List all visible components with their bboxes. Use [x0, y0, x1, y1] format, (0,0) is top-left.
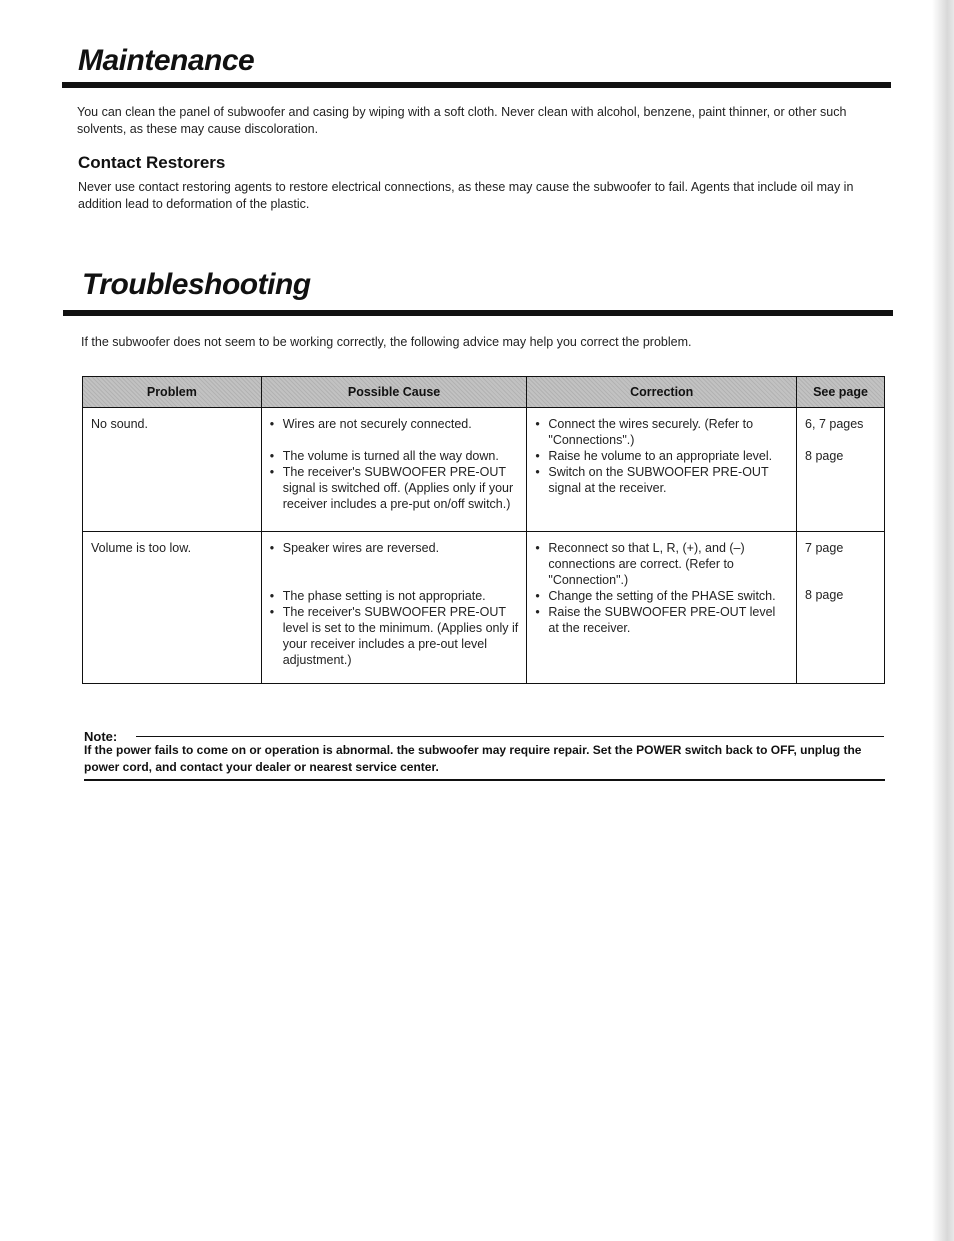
- troubleshooting-title: Troubleshooting: [82, 268, 311, 301]
- problem-cell: [83, 408, 262, 532]
- troubleshooting-rule: [63, 310, 893, 316]
- maintenance-rule: [62, 82, 891, 88]
- correction-item: • Raise he volume to an appropriate level.: [535, 448, 788, 464]
- correction-item: • Switch on the SUBWOOFER PRE-OUT signal at the receiver.: [535, 464, 788, 496]
- note-rule-bottom: [84, 779, 885, 781]
- table-row: [83, 408, 885, 532]
- header-possible-cause: Possible Cause: [261, 377, 527, 408]
- page-ref: 6, 7 pages: [805, 417, 864, 431]
- cause-item: • The receiver's SUBWOOFER PRE-OUT signal is switched off. (Applies only if your receiver includes a pre-put on/off switch.): [270, 464, 519, 512]
- table-header-row: [83, 377, 885, 408]
- troubleshooting-intro: If the subwoofer does not seem to be working correctly, the following advice may help you correct the problem.: [81, 335, 692, 349]
- contact-restorers-heading: Contact Restorers: [78, 153, 226, 172]
- contact-restorers-body: Never use contact restoring agents to restore electrical connections, as these may cause the subwoofer to fail. Agents that include oil may in addition lead to deformation of the plastic.: [78, 180, 854, 211]
- correction-cell: [527, 408, 797, 532]
- see-page-cell: [797, 408, 885, 532]
- correction-cell: [527, 532, 797, 684]
- maintenance-body: You can clean the panel of subwoofer and casing by wiping with a soft cloth. Never clean with alcohol, benzene, paint thinner, or other such solvents, as these may cause discoloration.: [77, 105, 847, 136]
- correction-item: • Change the setting of the PHASE switch.: [535, 588, 788, 604]
- correction-item: • Raise the SUBWOOFER PRE-OUT level at the receiver.: [535, 604, 788, 636]
- page-ref: 8 page: [805, 588, 844, 602]
- cause-item: • The receiver's SUBWOOFER PRE-OUT level is set to the minimum. (Applies only if your receiver includes a pre-out level adjustment.): [270, 604, 519, 668]
- page-ref: 7 page: [805, 541, 844, 555]
- header-problem: Problem: [83, 377, 262, 408]
- note-text: If the power fails to come on or operation is abnormal. the subwoofer may require repair. Set the POWER switch back to OFF, unplug the power cord, and contact your dealer or nearest service center.: [84, 743, 862, 774]
- maintenance-title: Maintenance: [78, 44, 255, 77]
- correction-item: • Reconnect so that L, R, (+), and (–) connections are correct. (Refer to "Connection".): [535, 540, 788, 588]
- header-see-page: See page: [797, 377, 885, 408]
- cause-cell: [261, 408, 527, 532]
- cause-cell: [261, 532, 527, 684]
- note-rule-top: [136, 736, 884, 737]
- table-row: [83, 532, 885, 684]
- cause-item: • Wires are not securely connected.: [270, 416, 519, 432]
- see-page-cell: [797, 532, 885, 684]
- problem-text: No sound.: [91, 417, 148, 431]
- scan-edge-shadow: [932, 0, 954, 1241]
- problem-text: Volume is too low.: [91, 541, 192, 555]
- correction-item: • Connect the wires securely. (Refer to "Connections".): [535, 416, 788, 448]
- cause-item: • The volume is turned all the way down.: [270, 448, 519, 464]
- problem-cell: [83, 532, 262, 684]
- page-ref: 8 page: [805, 449, 844, 463]
- note-label: Note:: [84, 729, 118, 744]
- troubleshooting-table: [82, 376, 885, 684]
- cause-item: • The phase setting is not appropriate.: [270, 588, 519, 604]
- cause-item: • Speaker wires are reversed.: [270, 540, 519, 556]
- header-correction: Correction: [527, 377, 797, 408]
